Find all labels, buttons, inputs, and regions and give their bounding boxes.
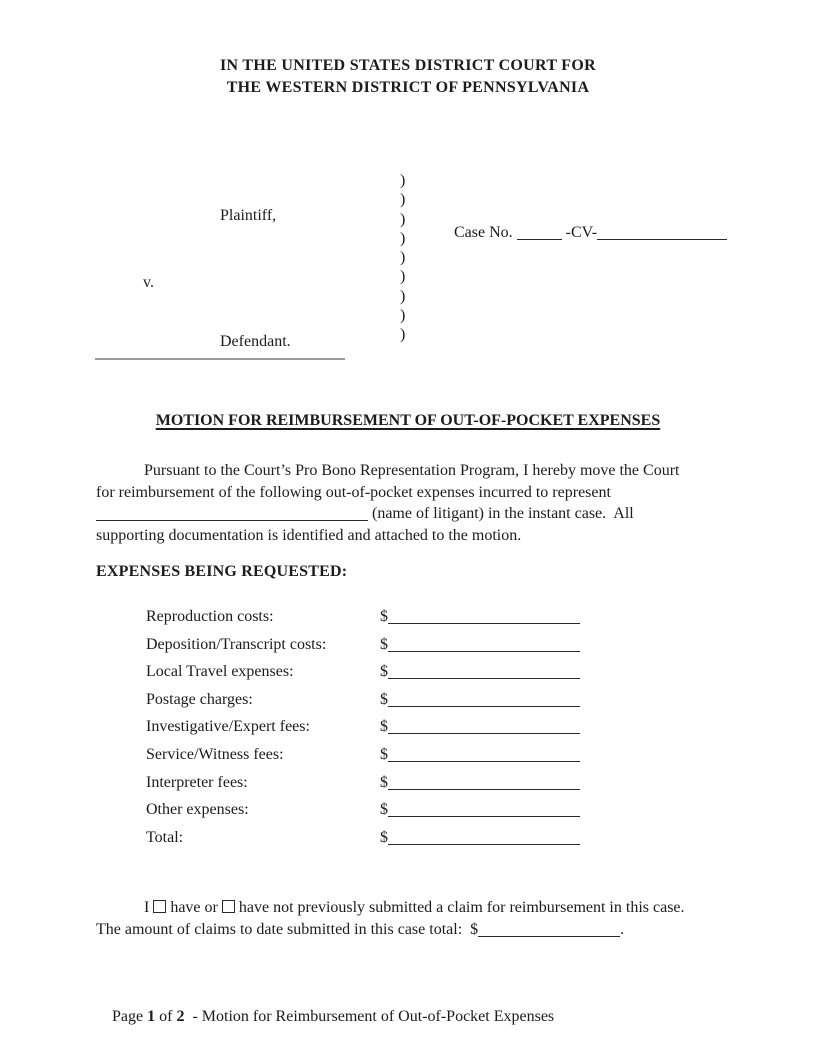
claims-line2-period: . [620,921,625,938]
expense-label: Total: [146,828,184,846]
defendant-label: Defendant. [220,333,291,350]
expense-row [146,608,666,636]
motion-title-text: MOTION FOR REIMBURSEMENT OF OUT-OF-POCKET EXPENSES [155,412,661,429]
footer-page-number: 1 [147,1008,156,1025]
expense-amount [380,746,580,764]
expense-row [146,746,666,774]
expense-row [146,636,666,664]
expense-amount-blank[interactable] [388,674,580,679]
paragraph-line: for reimbursement of the following out-of-pocket expenses incurred to represent [96,483,611,501]
expense-amount-blank[interactable] [388,729,580,734]
footer-page-word: Page [112,1008,148,1025]
page-footer [96,990,554,1044]
claims-total-text: The amount of claims to date submitted in this case total: $ [96,921,479,938]
expense-amount [380,774,580,792]
paren-glyph: ) [400,268,406,286]
paren-glyph: ) [400,307,406,325]
expense-label: Local Travel expenses: [146,663,294,681]
claims-have-text: have or [166,899,222,916]
expense-row [146,774,666,802]
cv-label: -CV- [561,224,598,241]
paren-glyph: ) [400,191,406,209]
expense-label: Deposition/Transcript costs: [146,635,327,653]
expense-amount [380,829,580,847]
expense-amount-blank[interactable] [388,619,580,624]
paren-glyph: ) [400,229,406,247]
expense-amount [380,663,580,681]
court-header-line1: IN THE UNITED STATES DISTRICT COURT FOR [220,57,596,74]
dollar-sign: $ [380,718,388,736]
have-checkbox[interactable] [153,900,166,913]
expense-amount-blank[interactable] [388,840,580,845]
claims-prefix: I [144,899,154,916]
expenses-heading: EXPENSES BEING REQUESTED: [96,563,348,580]
paragraph-line3-text: (name of litigant) in the instant case. All [368,505,634,522]
case-number-blank[interactable] [517,235,562,240]
expense-label: Interpreter fees: [146,773,248,791]
case-caption [96,170,736,368]
claims-line1 [96,897,744,919]
claims-total-blank[interactable] [478,932,620,937]
expense-amount [380,608,580,626]
expense-row [146,691,666,719]
expense-row [146,718,666,746]
expense-label: Service/Witness fees: [146,745,284,763]
court-header-line2: THE WESTERN DISTRICT OF PENNSYLVANIA [226,78,590,96]
case-number-line [430,206,727,260]
dollar-sign: $ [380,608,388,625]
case-number-label: Case No. [454,224,517,241]
expense-amount [380,636,580,654]
expense-amount [380,691,580,709]
dollar-sign: $ [380,663,388,681]
paren-glyph: ) [400,249,406,267]
dollar-sign: $ [380,745,388,763]
dollar-sign: $ [380,690,388,708]
body-paragraph [96,460,744,546]
expense-amount-blank[interactable] [388,785,580,790]
have-not-checkbox[interactable] [222,900,235,913]
dollar-sign: $ [380,635,388,653]
plaintiff-label: Plaintiff, [220,207,277,224]
paragraph-line [96,503,744,525]
dollar-sign: $ [380,773,388,791]
dollar-sign: $ [380,828,388,846]
expense-label: Investigative/Expert fees: [146,718,310,736]
expense-amount-blank[interactable] [388,757,580,762]
expense-row [146,801,666,829]
claims-statement [96,897,744,941]
litigant-name-blank[interactable] [96,516,368,521]
expense-amount [380,801,580,819]
paren-glyph: ) [400,172,406,189]
claims-line2 [96,919,744,941]
paren-glyph: ) [400,210,406,228]
court-header [0,55,816,98]
paren-glyph: ) [400,287,406,305]
versus-label: v. [143,274,154,291]
caption-paren-column [400,171,405,345]
footer-of-word: of [155,1008,177,1025]
paren-glyph: ) [400,326,406,344]
expense-amount-blank[interactable] [388,702,580,707]
claims-have-not-text: have not previously submitted a claim for reimbursement in this case. [234,899,685,916]
expense-row [146,663,666,691]
dollar-sign: $ [380,801,388,819]
expense-row [146,829,666,857]
expense-list [146,608,666,856]
party-name-rule [95,358,345,360]
expense-amount-blank[interactable] [388,812,580,817]
footer-total-pages: 2 [176,1008,185,1025]
case-number-suffix-blank[interactable] [597,235,727,240]
expense-amount [380,718,580,736]
footer-doc-title: - Motion for Reimbursement of Out-of-Pocket Expenses [184,1008,555,1025]
motion-title [0,412,816,430]
expense-label: Postage charges: [146,690,253,708]
paragraph-line: Pursuant to the Court’s Pro Bono Representation Program, I hereby move the Court [144,462,680,479]
expense-label: Other expenses: [146,801,249,819]
expense-label: Reproduction costs: [146,608,274,625]
expense-amount-blank[interactable] [388,647,580,652]
paragraph-line: supporting documentation is identified and attached to the motion. [96,526,522,544]
